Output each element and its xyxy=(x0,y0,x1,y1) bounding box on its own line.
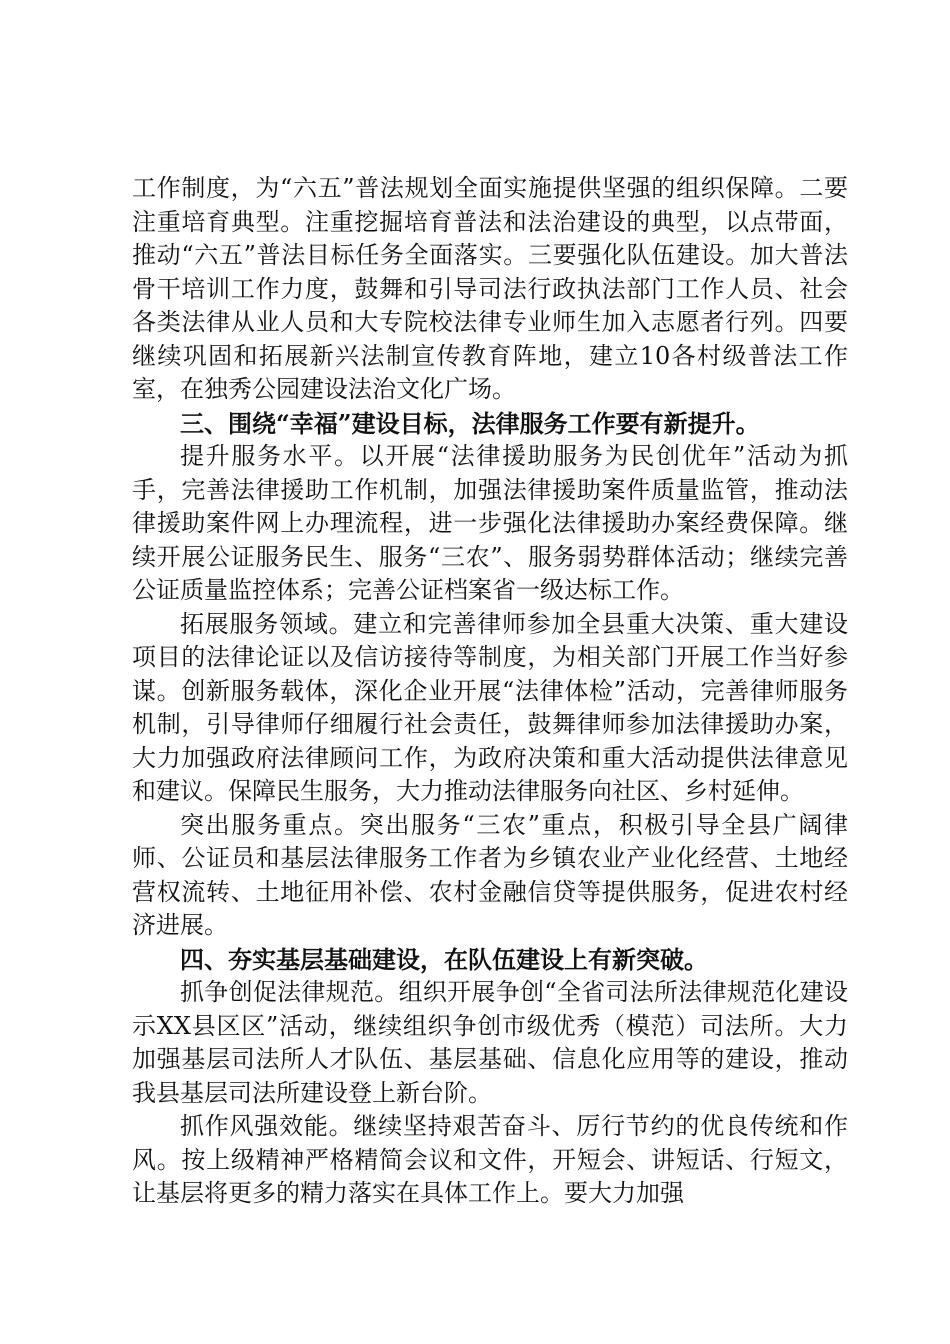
paragraph-continuation: 工作制度，为“六五”普法规划全面实施提供坚强的组织保障。二要注重培育典型。注重挖掘培育普法和法治建设的典型，以点带面，推动“六五”普法目标任务全面落实。三要强化队伍建设。加大普法骨干培训工作力度，鼓舞和引导司法行政执法部门工作人员、社会各类法律从业人员和大专院校法律专业师生加入志愿者行列。四要继续巩固和拓展新兴法制宣传教育阵地，建立10各村级普法工作室，在独秀公园建设法治文化广场。 xyxy=(132,174,848,403)
paragraph-service-level: 提升服务水平。以开展“法律援助服务为民创优年”活动为抓手，完善法律援助工作机制，加强法律援助案件质量监管，推动法律援助案件网上办理流程，进一步强化法律援助办案经费保障。继续开展公证服务民生、服务“三农”、服务弱势群体活动；继续完善公证质量监控体系；完善公证档案省一级达标工作。 xyxy=(132,442,848,604)
section-heading-4: 四、夯实基层基础建设，在队伍建设上有新突破。 xyxy=(180,944,708,974)
section-heading-3: 三、围绕“幸福”建设目标，法律服务工作要有新提升。 xyxy=(180,408,760,438)
paragraph-service-focus: 突出服务重点。突出服务“三农”重点，积极引导全县广阔律师、公证员和基层法律服务工作者为乡镇农业产业化经营、土地经营权流转、土地征用补偿、农村金融信贷等提供服务，促进农村经济进展。 xyxy=(132,810,848,939)
document-body xyxy=(132,172,848,1211)
paragraph-service-scope: 拓展服务领域。建立和完善律师参加全县重大决策、重大建设项目的法律论证以及信访接待等制度，为相关部门开展工作当好参谋。创新服务载体，深化企业开展“法律体检”活动，完善律师服务机制，引导律师仔细履行社会责任，鼓舞律师参加法律援助办案，大力加强政府法律顾问工作，为政府决策和重大活动提供法律意见和建议。保障民生服务，大力推动法律服务向社区、乡村延伸。 xyxy=(132,609,848,805)
paragraph-legal-standard: 抓争创促法律规范。组织开展争创“全省司法所法律规范化建设示XX县区区”活动，继续组织争创市级优秀（模范）司法所。大力加强基层司法所人才队伍、基层基础、信息化应用等的建设，推动我县基层司法所建设登上新台阶。 xyxy=(132,978,848,1107)
paragraph-work-style: 抓作风强效能。继续坚持艰苦奋斗、厉行节约的优良传统和作风。按上级精神严格精简会议和文件，开短会、讲短话、行短文，让基层将更多的精力落实在具体工作上。要大力加强 xyxy=(132,1112,848,1207)
